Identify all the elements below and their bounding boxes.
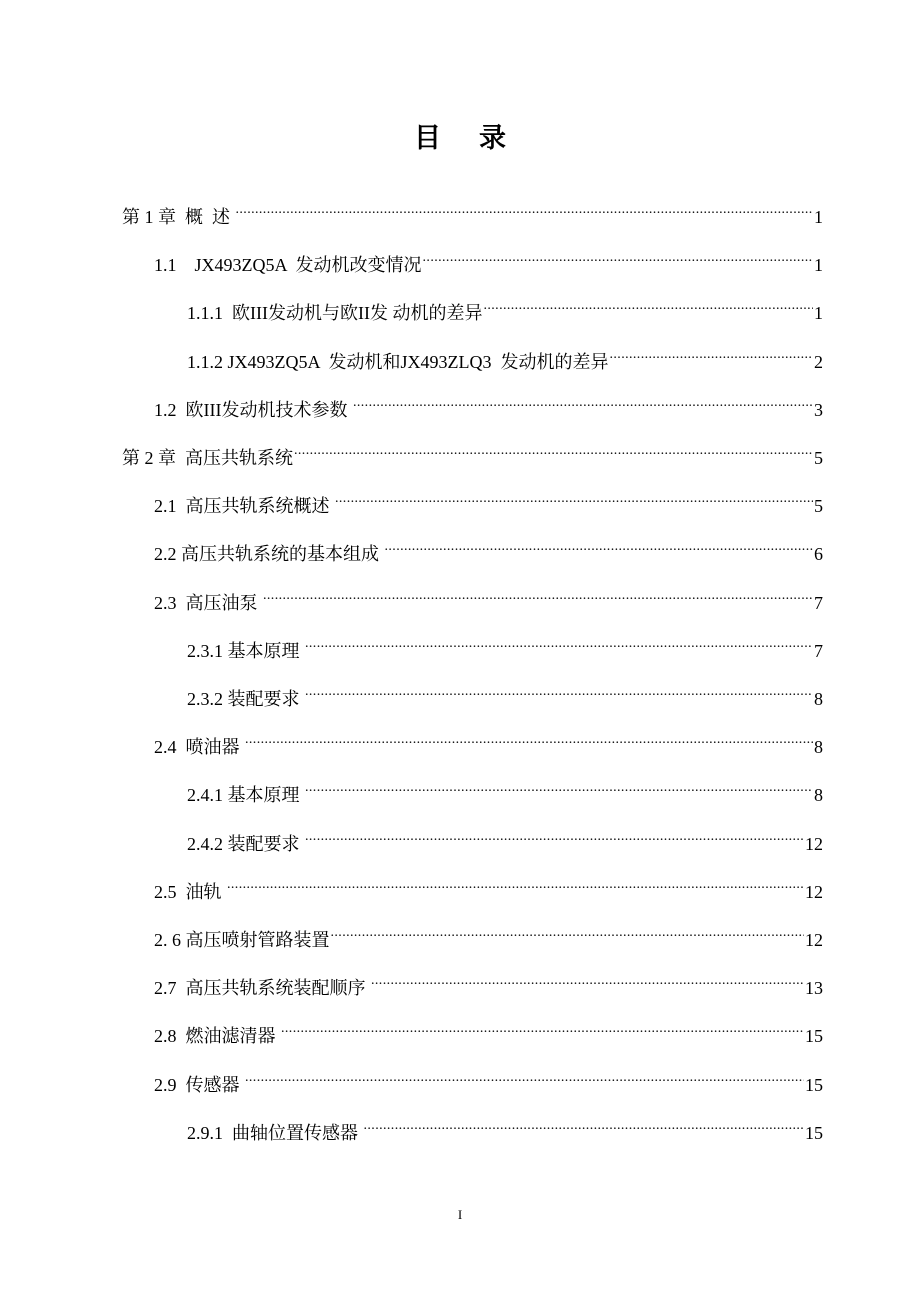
toc-dot-leader xyxy=(236,193,814,223)
toc-entry[interactable] xyxy=(154,386,823,420)
toc-entry-label: 2.9 传感器 xyxy=(154,1075,244,1095)
toc-dot-leader xyxy=(331,916,805,946)
toc-entry-page-number: 7 xyxy=(814,641,823,661)
toc-entry[interactable] xyxy=(154,723,823,757)
toc-entry-page-number: 1 xyxy=(814,255,823,275)
toc-entry-label: 1.1.2 JX493ZQ5A 发动机和JX493ZLQ3 发动机的差异 xyxy=(187,352,609,372)
toc-dot-leader xyxy=(385,530,814,560)
toc-entry-page-number: 12 xyxy=(805,834,823,854)
toc-entry[interactable] xyxy=(187,338,823,372)
toc-dot-leader xyxy=(263,579,813,609)
toc-entry[interactable] xyxy=(154,1012,823,1046)
toc-entry-page-number: 1 xyxy=(814,303,823,323)
toc-entry-page-number: 15 xyxy=(805,1123,823,1143)
toc-dot-leader xyxy=(483,289,813,319)
toc-entry-page-number: 7 xyxy=(814,593,823,613)
toc-entry-page-number: 3 xyxy=(814,400,823,420)
toc-entry-page-number: 1 xyxy=(814,207,823,227)
toc-entry[interactable] xyxy=(187,1109,823,1143)
page-title xyxy=(0,118,920,158)
toc-dot-leader xyxy=(245,723,813,753)
toc-entry-page-number: 13 xyxy=(805,978,823,998)
toc-dot-leader xyxy=(610,338,814,368)
toc-entry-label: 2.4 喷油器 xyxy=(154,737,244,757)
toc-entry-label: 2.9.1 曲轴位置传感器 xyxy=(187,1123,363,1143)
toc-entry-label: 2.3.2 装配要求 xyxy=(187,689,304,709)
toc-entry-page-number: 2 xyxy=(814,352,823,372)
toc-dot-leader xyxy=(423,241,813,271)
toc-dot-leader xyxy=(294,434,813,464)
toc-entry-page-number: 12 xyxy=(805,882,823,902)
toc-entry-label: 2.3.1 基本原理 xyxy=(187,641,304,661)
toc-entry[interactable] xyxy=(154,241,823,275)
toc-entry-label: 2.4.2 装配要求 xyxy=(187,834,304,854)
toc-entry[interactable] xyxy=(187,289,823,323)
toc-entry-label: 2. 6 高压喷射管路装置 xyxy=(154,930,330,950)
toc-entry-page-number: 5 xyxy=(814,448,823,468)
toc-entry[interactable] xyxy=(187,675,823,709)
toc-dot-leader xyxy=(335,482,813,512)
toc-entry[interactable] xyxy=(154,964,823,998)
toc-entry[interactable] xyxy=(154,868,823,902)
toc-dot-leader xyxy=(305,820,804,850)
toc-entry-label: 2.4.1 基本原理 xyxy=(187,785,304,805)
toc-entry[interactable] xyxy=(154,1061,823,1095)
toc-entry-page-number: 15 xyxy=(805,1026,823,1046)
toc-entry-label: 2.3 高压油泵 xyxy=(154,593,262,613)
toc-dot-leader xyxy=(227,868,804,898)
toc-entry[interactable] xyxy=(154,916,823,950)
toc-entry-page-number: 8 xyxy=(814,785,823,805)
toc-entry-label: 2.5 油轨 xyxy=(154,882,226,902)
toc-entry-page-number: 6 xyxy=(814,544,823,564)
toc-dot-leader xyxy=(305,627,813,657)
toc-entry-page-number: 8 xyxy=(814,737,823,757)
toc-entry-label: 2.8 燃油滤清器 xyxy=(154,1026,280,1046)
toc-entry-page-number: 12 xyxy=(805,930,823,950)
toc-entry-label: 2.7 高压共轨系统装配顺序 xyxy=(154,978,370,998)
toc-entry-page-number: 15 xyxy=(805,1075,823,1095)
toc-entry-label: 第 2 章 高压共轨系统 xyxy=(122,448,293,468)
toc-dot-leader xyxy=(245,1061,804,1091)
toc-entry-page-number: 8 xyxy=(814,689,823,709)
toc-dot-leader xyxy=(353,386,813,416)
toc-entry-label: 1.1.1 欧III发动机与欧II发 动机的差异 xyxy=(187,303,483,323)
toc-entry[interactable] xyxy=(154,579,823,613)
toc-dot-leader xyxy=(364,1109,805,1139)
toc-entry-label: 第 1 章 概 述 xyxy=(122,207,235,227)
toc-entry-label: 1.2 欧III发动机技术参数 xyxy=(154,400,352,420)
toc-entry-label: 1.1 JX493ZQ5A 发动机改变情况 xyxy=(154,255,422,275)
toc-entry[interactable] xyxy=(154,530,823,564)
toc-entry[interactable] xyxy=(187,820,823,854)
toc-dot-leader xyxy=(305,675,813,705)
page-title-char-1: 目 xyxy=(414,123,441,153)
toc-entry-page-number: 5 xyxy=(814,496,823,516)
toc-entry-label: 2.1 高压共轨系统概述 xyxy=(154,496,334,516)
toc-dot-leader xyxy=(281,1012,804,1042)
toc-entry[interactable] xyxy=(122,434,823,468)
toc-entry-label: 2.2 高压共轨系统的基本组成 xyxy=(154,544,384,564)
toc-dot-leader xyxy=(305,771,813,801)
toc-entry[interactable] xyxy=(154,482,823,516)
toc-entry[interactable] xyxy=(187,627,823,661)
toc-dot-leader xyxy=(371,964,804,994)
toc-entry[interactable] xyxy=(187,771,823,805)
footer-page-number: I xyxy=(457,1207,463,1222)
toc-entry[interactable] xyxy=(122,193,823,227)
page-title-char-2: 录 xyxy=(479,123,506,153)
